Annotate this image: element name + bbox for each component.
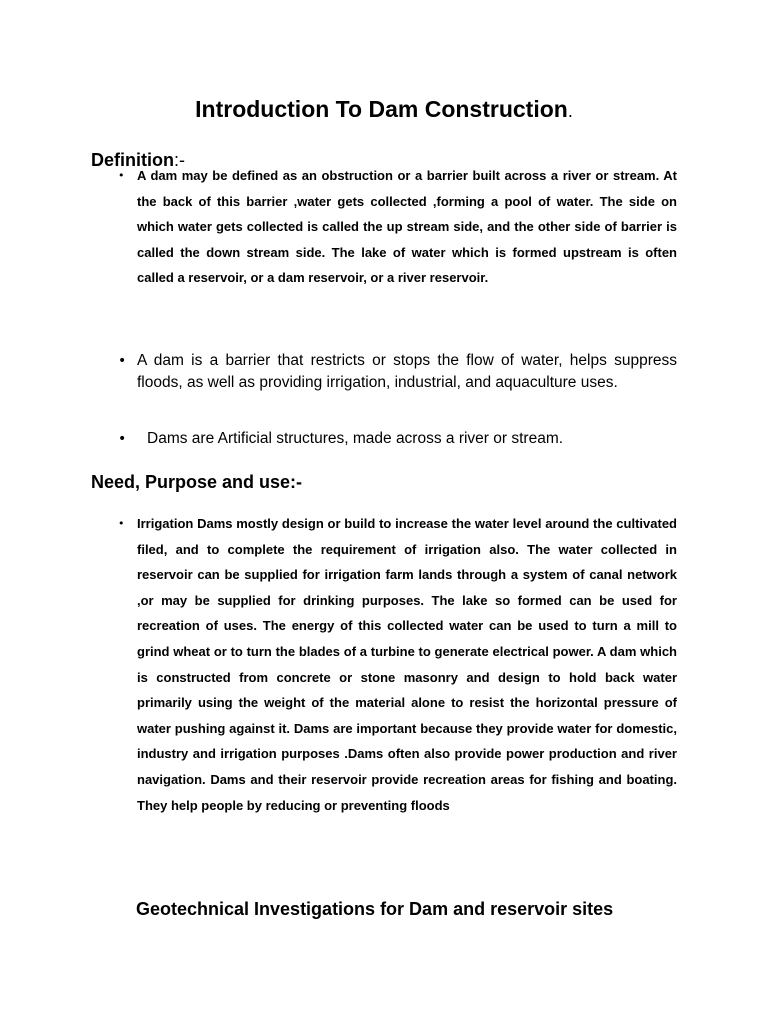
page-title	[0, 96, 768, 123]
page-title-suffix: .	[567, 101, 573, 121]
need-heading: Need, Purpose and use:-	[91, 472, 303, 492]
geotechnical-heading: Geotechnical Investigations for Dam and reservoir sites	[136, 899, 614, 919]
bullet-dot-icon: •	[118, 517, 125, 530]
page-title-text: Introduction To Dam Construction	[195, 96, 568, 122]
need-item-text: Irrigation Dams mostly design or build to increase the water level around the cultivated filed, and to complete the requirement of irrigation also. The water collected in reservoir can be supplied for irrigation farm lands through a system of canal network ,or may be supplied for drinking purposes. The lake so formed can be used for recreation of uses. The energy of this collected water can be used to turn a mill to grind wheat or to turn the blades of a turbine to generate electrical power. A dam which is constructed from concrete or stone masonry and design to hold back water primarily using the weight of the material alone to resist the horizontal pressure of water pushing against it. Dams are important because they provide water for domestic, industry and irrigation purposes .Dams often also provide power production and river navigation. Dams and their reservoir provide recreation areas for fishing and boating. They help people by reducing or preventing floods	[137, 516, 677, 813]
bullet-dot-icon: •	[118, 169, 125, 182]
definition-item-text: A dam may be defined as an obstruction or a barrier built across a river or stream. At the back of this barrier ,water gets collected ,forming a pool of water. The side on which water gets collected is called the up stream side, and the other side of barrier is called the down stream side. The lake of water which is formed upstream is often called a reservoir, or a dam reservoir, or a river reservoir.	[137, 168, 677, 286]
bullet-dot-icon: •	[118, 431, 127, 447]
definition-heading-text: Definition	[91, 150, 174, 170]
definition-item-text: Dams are Artificial structures, made across a river or stream.	[147, 430, 564, 447]
definition-item-text: A dam is a barrier that restricts or stops the flow of water, helps suppress floods, as well as providing irrigation, industrial, and aquaculture uses.	[137, 352, 677, 391]
definition-heading-suffix: :-	[174, 150, 185, 170]
bullet-dot-icon: •	[118, 353, 127, 369]
